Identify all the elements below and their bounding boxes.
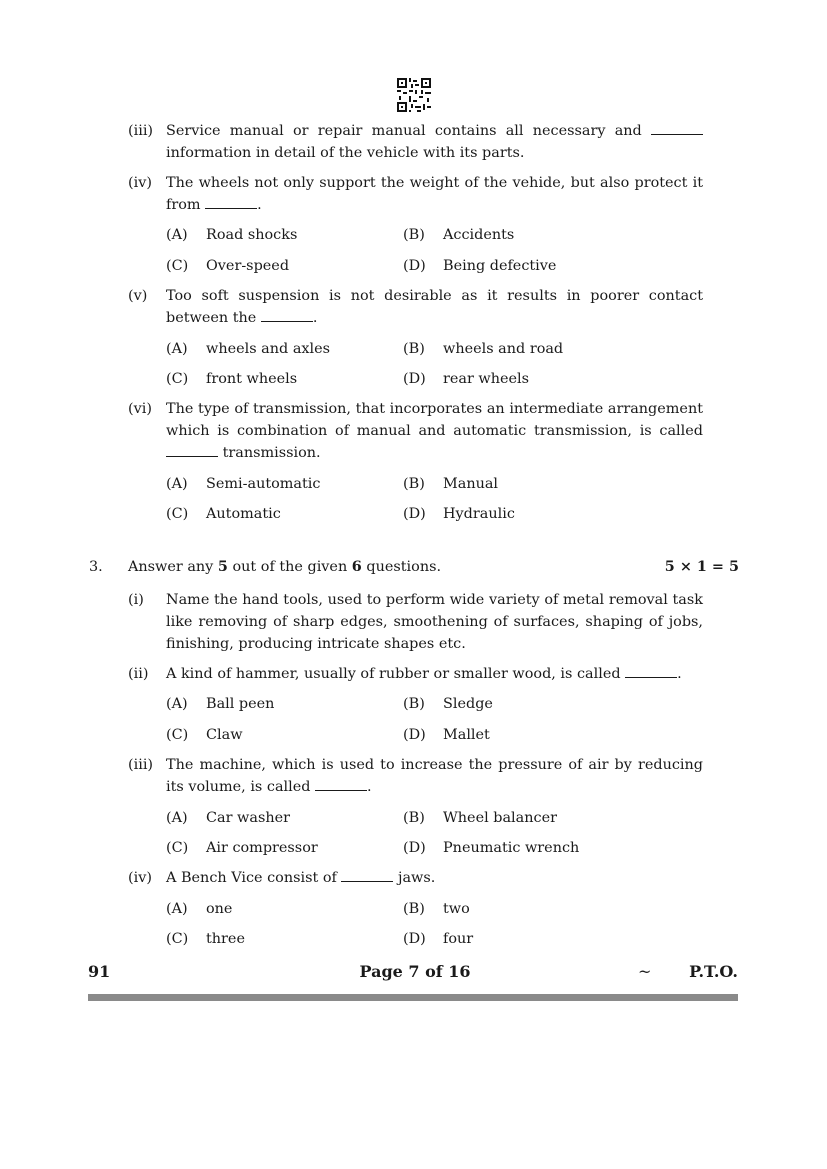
q3-ii-number: (ii) — [128, 666, 149, 682]
option: (B) two — [403, 901, 470, 917]
option: (D) Hydraulic — [403, 506, 515, 522]
blank — [341, 867, 393, 882]
q2-iii-text-line1: Service manual or repair manual contains all necessary and — [166, 120, 703, 142]
option: (D) rear wheels — [403, 371, 530, 387]
q2-iv-number: (iv) — [128, 175, 152, 191]
option: (C) Air compressor — [166, 840, 318, 856]
blank — [261, 307, 313, 322]
option: (D) four — [403, 931, 474, 947]
q3-number: 3. — [89, 559, 103, 575]
q3-iv-text: A Bench Vice consist of jaws. — [166, 867, 703, 889]
option: (B) Manual — [403, 476, 499, 492]
q2-v-text: Too soft suspension is not desirable as it results in poorer contact between the . — [166, 288, 703, 326]
blank — [205, 194, 257, 209]
blank — [625, 663, 677, 678]
q2-vi-text: The type of transmission, that incorporates an intermediate arrangement which is combination of manual and automatic transmission, is called transmission. — [166, 401, 703, 461]
q2-v-number: (v) — [128, 288, 148, 304]
q2-vi-number: (vi) — [128, 401, 152, 417]
q3-i-number: (i) — [128, 592, 144, 608]
option: (A) Road shocks — [166, 227, 298, 243]
option: (C) Claw — [166, 727, 243, 743]
option: (D) Mallet — [403, 727, 490, 743]
option: (A) Ball peen — [166, 696, 275, 712]
option: (A) Car washer — [166, 810, 290, 826]
q3-iii-number: (iii) — [128, 757, 154, 773]
option: (B) Accidents — [403, 227, 515, 243]
option: (A) wheels and axles — [166, 341, 331, 357]
pto-label: P.T.O. — [689, 962, 738, 981]
q3-i-text: Name the hand tools, used to perform wide variety of metal removal task like removing of sharp edges, smoothening of surfaces, shaping of jobs, finishing, producing intricate shapes etc. — [166, 592, 703, 652]
option: (A) one — [166, 901, 233, 917]
option: (C) front wheels — [166, 371, 298, 387]
blank — [166, 442, 218, 457]
q3-iii-text: The machine, which is used to increase the pressure of air by reducing its volume, is called . — [166, 757, 703, 795]
q2-iv-text: The wheels not only support the weight of the vehide, but also protect it from . — [166, 175, 703, 213]
blank — [315, 776, 367, 791]
option: (D) Pneumatic wrench — [403, 840, 580, 856]
option: (B) Sledge — [403, 696, 493, 712]
option: (A) Semi-automatic — [166, 476, 321, 492]
blank — [651, 120, 703, 135]
q2-iii-text-line2: information in detail of the vehicle with its parts. — [166, 145, 525, 161]
option: (B) Wheel balancer — [403, 810, 557, 826]
option: (C) Automatic — [166, 506, 281, 522]
tilde-mark: ~ — [638, 962, 652, 981]
qr-code — [397, 78, 431, 112]
q3-iv-number: (iv) — [128, 870, 152, 886]
q2-iii-number: (iii) — [128, 123, 154, 139]
footer-divider — [88, 994, 738, 1001]
q3-marks: 5 × 1 = 5 — [664, 558, 739, 575]
page-number: Page 7 of 16 — [359, 962, 471, 981]
option: (B) wheels and road — [403, 341, 564, 357]
option: (C) Over-speed — [166, 258, 290, 274]
paper-code: 91 — [88, 962, 111, 981]
option: (D) Being defective — [403, 258, 557, 274]
q3-instruction: Answer any 5 out of the given 6 questions. — [128, 558, 442, 575]
q3-ii-text: A kind of hammer, usually of rubber or smaller wood, is called . — [166, 663, 703, 685]
option: (C) three — [166, 931, 245, 947]
